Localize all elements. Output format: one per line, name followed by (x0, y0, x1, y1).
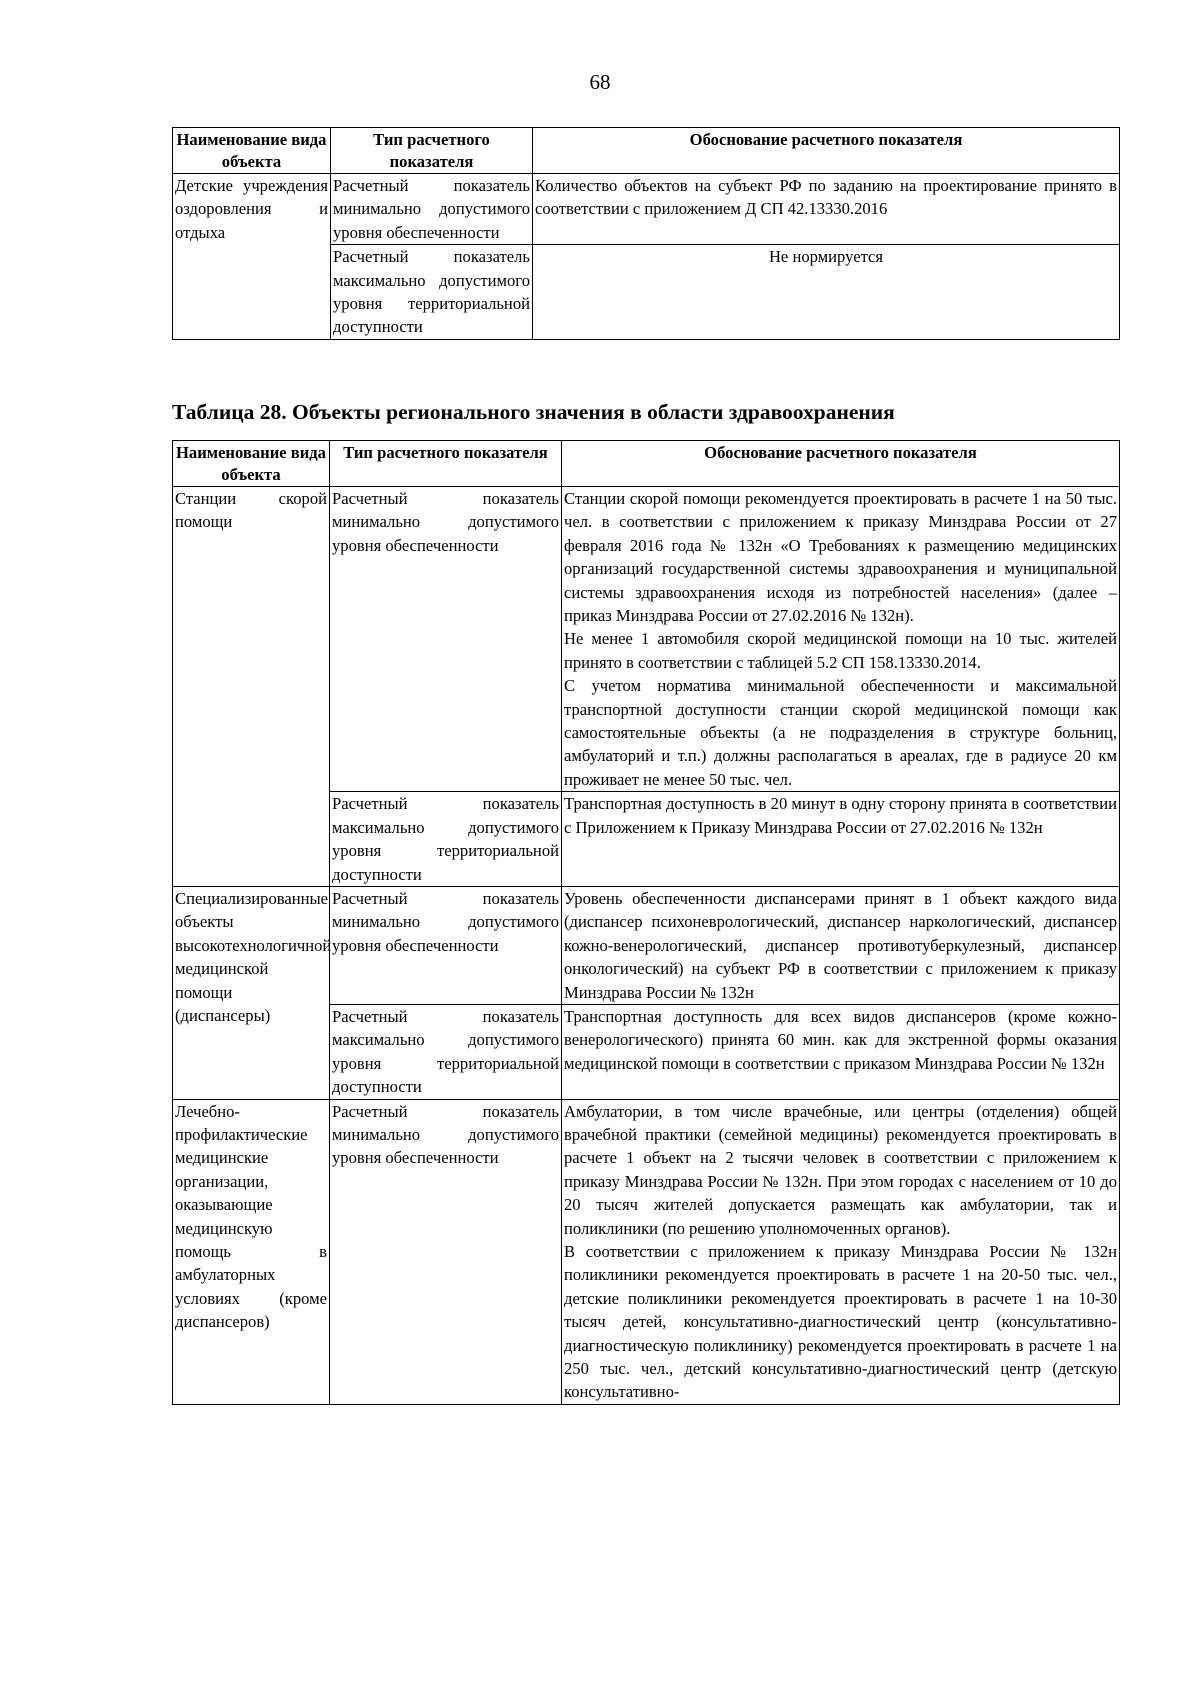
table-row (173, 1099, 1120, 1404)
type-cell: Расчетный показатель максимально допустимого уровня территориальной доступности (330, 1004, 562, 1099)
header-object: Наименование вида объекта (173, 128, 331, 174)
justification-cell: Количество объектов на субъект РФ по заданию на проектирование принято в соответствии с приложением Д СП 42.13330.2016 (533, 174, 1120, 245)
paragraph: Транспортная доступность в 20 минут в одну сторону принята в соответствии с Приложением к Приказу Минздрава России от 27.02.2016 № 132н (564, 794, 1117, 837)
justification-cell (562, 792, 1120, 887)
type-cell: Расчетный показатель минимально допустимого уровня обеспеченности (331, 174, 533, 245)
table-row (173, 174, 1120, 245)
page-number: 68 (589, 70, 611, 94)
type-cell: Расчетный показатель минимально допустимого уровня обеспеченности (330, 886, 562, 1004)
table-title: Таблица 28. Объекты регионального значения в области здравоохранения (172, 400, 895, 424)
object-cell: Станции скорой помощи (173, 487, 330, 887)
header-type: Тип расчетного показателя (331, 128, 533, 174)
paragraph: Станции скорой помощи рекомендуется проектировать в расчете 1 на 50 тыс. чел. в соответствии с приложением к приказу Минздрава России от 27 февраля 2016 года № 132н «О Требованиях к размещению медицинских организаций государственной системы здравоохранения и муниципальной системы здравоохранения исходя из потребностей населения» (далее – приказ Минздрава России от 27.02.2016 № 132н). (564, 489, 1117, 626)
type-cell: Расчетный показатель минимально допустимого уровня обеспеченности (330, 487, 562, 792)
table-healthcare-facilities (172, 440, 1120, 1405)
header-justification: Обоснование расчетного показателя (562, 441, 1120, 487)
header-object: Наименование вида объекта (173, 441, 330, 487)
justification-cell (562, 886, 1120, 1004)
type-cell: Расчетный показатель максимально допустимого уровня территориальной доступности (330, 792, 562, 887)
justification-cell (562, 487, 1120, 792)
paragraph: С учетом норматива минимальной обеспеченности и максимальной транспортной доступности станции скорой медицинской помощи как самостоятельные объекты (а не подразделения в структуре больниц, амбулаторий и т.п.) должны располагаться в ареалах, где в радиусе 20 км проживает не менее 50 тыс. чел. (564, 676, 1117, 789)
table-children-facilities (172, 127, 1120, 340)
object-cell: Лечебно-профилактические медицинские организации, оказывающие медицинскую помощь в амбулаторных условиях (кроме диспансеров) (173, 1099, 330, 1404)
header-type: Тип расчетного показателя (330, 441, 562, 487)
table-header-row (173, 441, 1120, 487)
paragraph: В соответствии с приложением к приказу Минздрава России № 132н поликлиники рекомендуется проектировать в расчете 1 на 20-50 тыс. чел., детские поликлиники рекомендуется проектировать в расчете 1 на 10-30 тысяч детей, консультативно-диагностический центр (консультативно-диагностическую поликлинику) рекомендуется проектировать в расчете 1 на 250 тыс. чел., детский консультативно-диагностический центр (детскую консультативно- (564, 1242, 1117, 1402)
paragraph: Уровень обеспеченности диспансерами принят в 1 объект каждого вида (диспансер психоневрологический, диспансер наркологический, диспансер кожно-венерологический, диспансер противотуберкулезный, диспансер онкологический) на субъект РФ в соответствии с приложением к приказу Минздрава России № 132н (564, 888, 1117, 1002)
object-cell: Специализированные объекты высокотехнологичной медицинской помощи (диспансеры) (173, 886, 330, 1099)
header-justification: Обоснование расчетного показателя (533, 128, 1120, 174)
paragraph: Не менее 1 автомобиля скорой медицинской помощи на 10 тыс. жителей принято в соответствии с таблицей 5.2 СП 158.13330.2014. (564, 629, 1117, 672)
table-row (173, 886, 1120, 1004)
paragraph: Транспортная доступность для всех видов диспансеров (кроме кожно-венерологического) принята 60 мин. как для экстренной формы оказания медицинской помощи в соответствии с приказом Минздрава России № 132н (564, 1006, 1117, 1073)
table-header-row (173, 128, 1120, 174)
table-row (173, 487, 1120, 792)
justification-cell (562, 1099, 1120, 1404)
paragraph: Амбулатории, в том числе врачебные, или центры (отделения) общей врачебной практики (семейной медицины) рекомендуется проектировать в расчете 1 объект на 2 тысячи человек в соответствии с приложением к приказу Минздрава России № 132н. При этом городах с населением от 10 до 20 тысяч жителей допускается размещать как амбулатории, так и поликлиники (по решению уполномоченных органов). (564, 1101, 1117, 1238)
type-cell: Расчетный показатель минимально допустимого уровня обеспеченности (330, 1099, 562, 1404)
type-cell: Расчетный показатель максимально допустимого уровня территориальной доступности (331, 245, 533, 340)
justification-cell (562, 1004, 1120, 1099)
object-cell: Детские учреждения оздоровления и отдыха (173, 174, 331, 340)
justification-cell: Не нормируется (533, 245, 1120, 340)
